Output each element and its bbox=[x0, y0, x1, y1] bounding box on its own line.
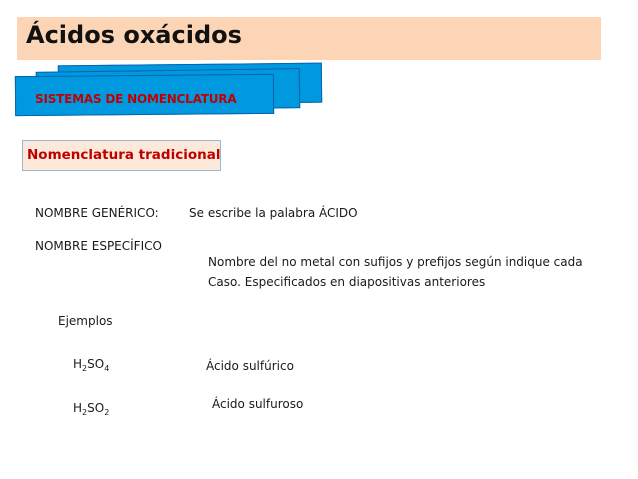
example-formula: $H_2SO_4$ bbox=[73, 357, 110, 373]
method-label-box bbox=[22, 140, 221, 171]
method-label: Nomenclatura tradicional bbox=[27, 147, 221, 163]
generic-name-text: Se escribe la palabra ÁCIDO bbox=[189, 206, 358, 220]
page-title: Ácidos oxácidos bbox=[26, 21, 242, 49]
specific-name-line1: Nombre del no metal con sufijos y prefijos según indique cada bbox=[208, 255, 583, 269]
examples-heading: Ejemplos bbox=[58, 314, 113, 328]
example-formula: $H_2SO_2$ bbox=[73, 401, 110, 417]
specific-name-line2: Caso. Especificados en diapositivas anteriores bbox=[208, 275, 486, 289]
specific-name-label: NOMBRE ESPECÍFICO bbox=[35, 239, 162, 253]
title-bar bbox=[17, 17, 601, 60]
example-name: Ácido sulfuroso bbox=[212, 397, 304, 411]
example-name: Ácido sulfúrico bbox=[206, 359, 294, 373]
generic-name-label: NOMBRE GENÉRICO: bbox=[35, 206, 159, 220]
section-banner: SISTEMAS DE NOMENCLATURA bbox=[35, 92, 237, 106]
